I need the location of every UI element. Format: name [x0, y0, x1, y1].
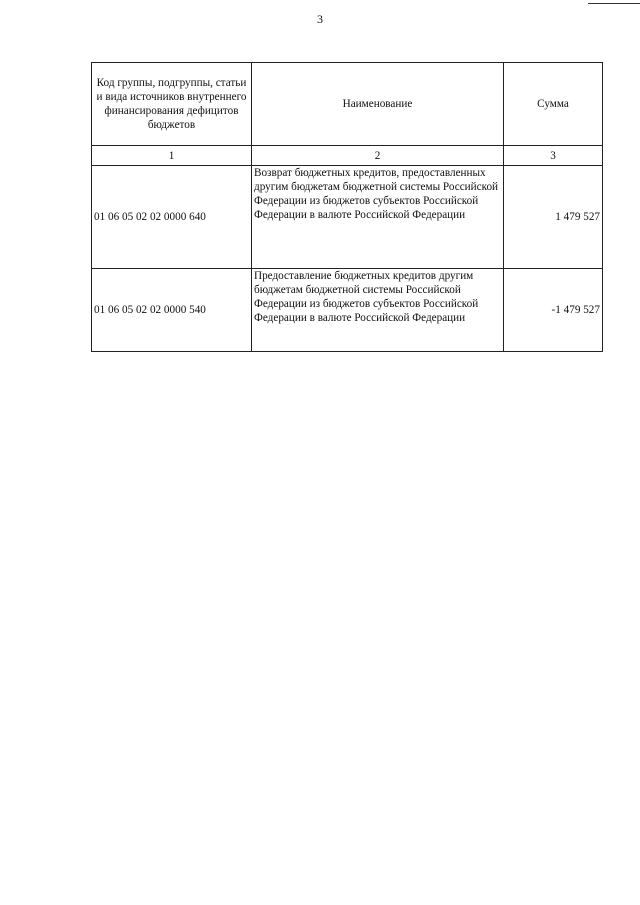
- table-row: [92, 269, 603, 352]
- row-name: Предоставление бюджетных кредитов другим бюджетам бюджетной системы Российской Федерации из бюджетов субъектов Российской Федерации в валюте Российской Федерации: [252, 269, 504, 352]
- column-number-2: 2: [252, 146, 504, 166]
- row-code: 01 06 05 02 02 0000 540: [92, 269, 252, 352]
- header-sum: Сумма: [504, 63, 603, 146]
- row-sum: -1 479 527: [504, 269, 603, 352]
- header-name: Наименование: [252, 63, 504, 146]
- page-number: 3: [317, 12, 323, 26]
- column-number-3: 3: [504, 146, 603, 166]
- column-number-1: 1: [92, 146, 252, 166]
- header-code: Код группы, подгруппы, статьи и вида источников внутреннего финансирования дефицитов бюджетов: [92, 63, 252, 146]
- row-code: 01 06 05 02 02 0000 640: [92, 166, 252, 269]
- row-name: Возврат бюджетных кредитов, предоставленных другим бюджетам бюджетной системы Российской Федерации из бюджетов субъектов Российской Федерации в валюте Российской Федерации: [252, 166, 504, 269]
- table-header-row: [92, 63, 603, 146]
- table-row: [92, 166, 603, 269]
- financing-sources-table: [91, 62, 603, 352]
- row-sum: 1 479 527: [504, 166, 603, 269]
- column-number-row: [92, 146, 603, 166]
- corner-mark: [588, 3, 640, 4]
